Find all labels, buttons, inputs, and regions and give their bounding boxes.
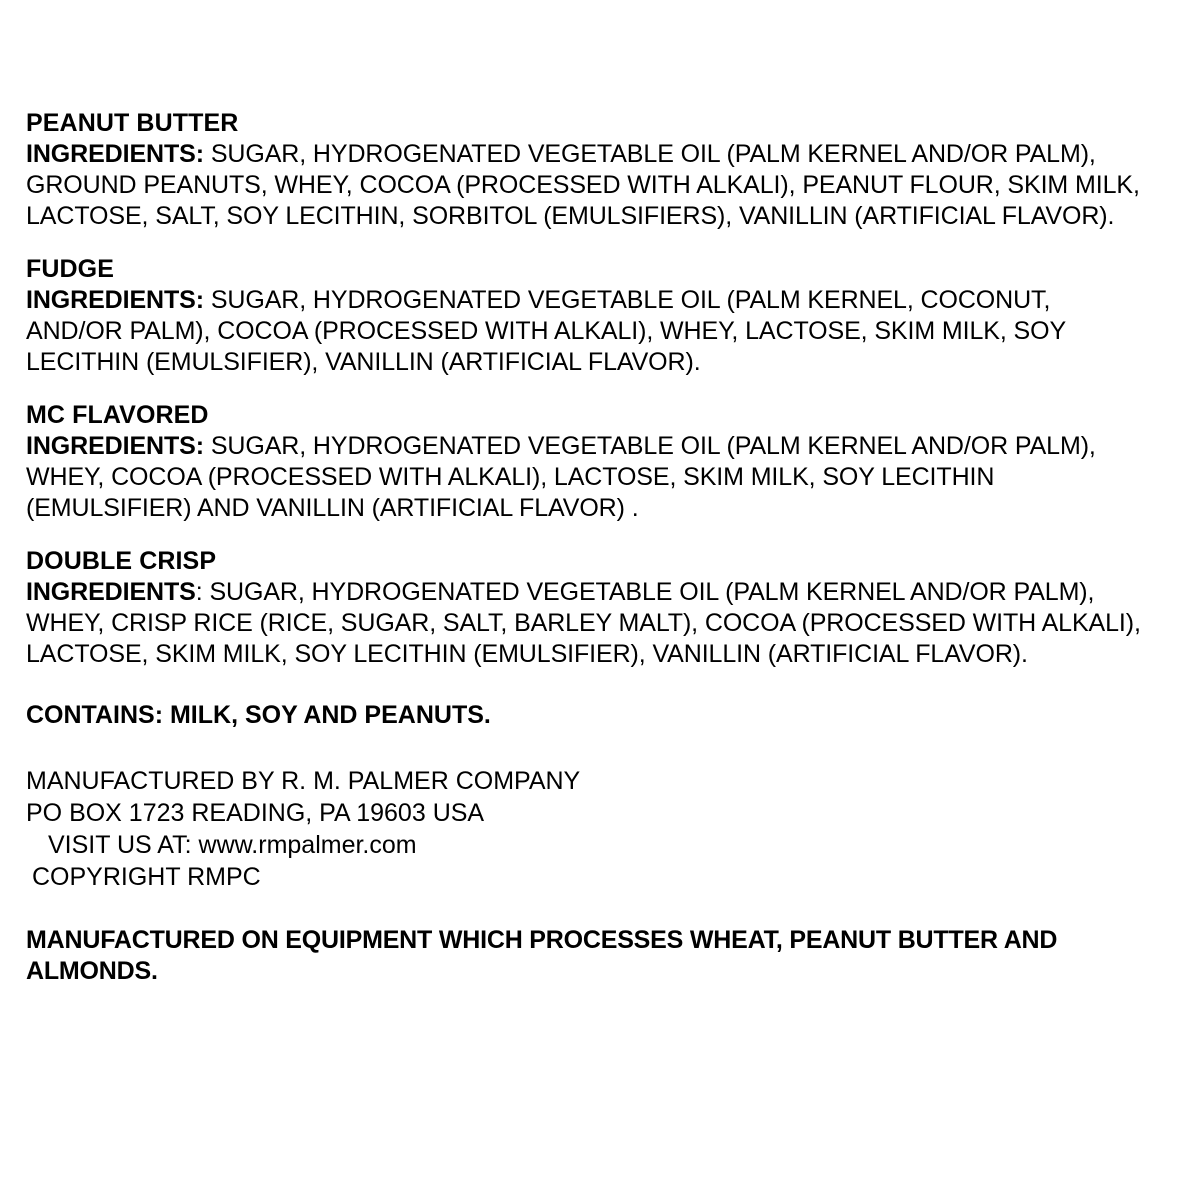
product-section-double-crisp [26,546,1144,670]
flavor-title: PEANUT BUTTER [26,109,239,137]
copyright-notice: COPYRIGHT RMPC [32,863,261,891]
flavor-title: FUDGE [26,255,114,283]
ingredients-text: SUGAR, HYDROGENATED VEGETABLE OIL (PALM KERNEL AND/OR PALM), WHEY, COCOA (PROCESSED WITH ALKALI), LACTOSE, SKIM MILK, SOY LECITHIN (EMULSIFIER) AND VANILLIN (ARTIFICIAL FLAVOR) . [26,432,1096,522]
manufacturer-block [26,765,1144,893]
ingredients-text: : SUGAR, HYDROGENATED VEGETABLE OIL (PALM KERNEL AND/OR PALM), WHEY, CRISP RICE (RICE, SUGAR, SALT, BARLEY MALT), COCOA (PROCESSED WITH ALKALI), LACTOSE, SKIM MILK, SOY LECITHIN (EMULSIFIER), VANILLIN (ARTIFICIAL FLAVOR). [26,578,1141,668]
ingredients-label: INGREDIENTS: [26,140,204,168]
manufacturer-address: PO BOX 1723 READING, PA 19603 USA [26,799,485,827]
ingredients-paragraph [26,285,1144,378]
product-section-fudge [26,254,1144,378]
product-section-peanut-butter [26,108,1144,232]
ingredients-paragraph [26,577,1144,670]
ingredients-label: INGREDIENTS: [26,432,204,460]
manufacturer-website: VISIT US AT: www.rmpalmer.com [48,831,417,859]
ingredients-paragraph [26,139,1144,232]
flavor-title: DOUBLE CRISP [26,547,217,575]
flavor-title: MC FLAVORED [26,401,209,429]
equipment-allergen-note: MANUFACTURED ON EQUIPMENT WHICH PROCESSES WHEAT, PEANUT BUTTER AND ALMONDS. [26,926,1058,985]
allergen-contains-statement: CONTAINS: MILK, SOY AND PEANUTS. [26,701,491,729]
product-section-mc-flavored [26,400,1144,524]
ingredients-label: INGREDIENTS: [26,286,204,314]
ingredients-text: SUGAR, HYDROGENATED VEGETABLE OIL (PALM KERNEL, COCONUT, AND/OR PALM), COCOA (PROCESSED WITH ALKALI), WHEY, LACTOSE, SKIM MILK, SOY LECITHIN (EMULSIFIER), VANILLIN (ARTIFICIAL FLAVOR). [26,286,1066,376]
ingredients-label: INGREDIENTS [26,578,196,606]
manufacturer-name: MANUFACTURED BY R. M. PALMER COMPANY [26,767,581,795]
ingredients-text: SUGAR, HYDROGENATED VEGETABLE OIL (PALM KERNEL AND/OR PALM), GROUND PEANUTS, WHEY, COCOA (PROCESSED WITH ALKALI), PEANUT FLOUR, SKIM MILK, LACTOSE, SALT, SOY LECITHIN, SORBITOL (EMULSIFIERS), VANILLIN (ARTIFICIAL FLAVOR). [26,140,1140,230]
ingredients-paragraph [26,431,1144,524]
